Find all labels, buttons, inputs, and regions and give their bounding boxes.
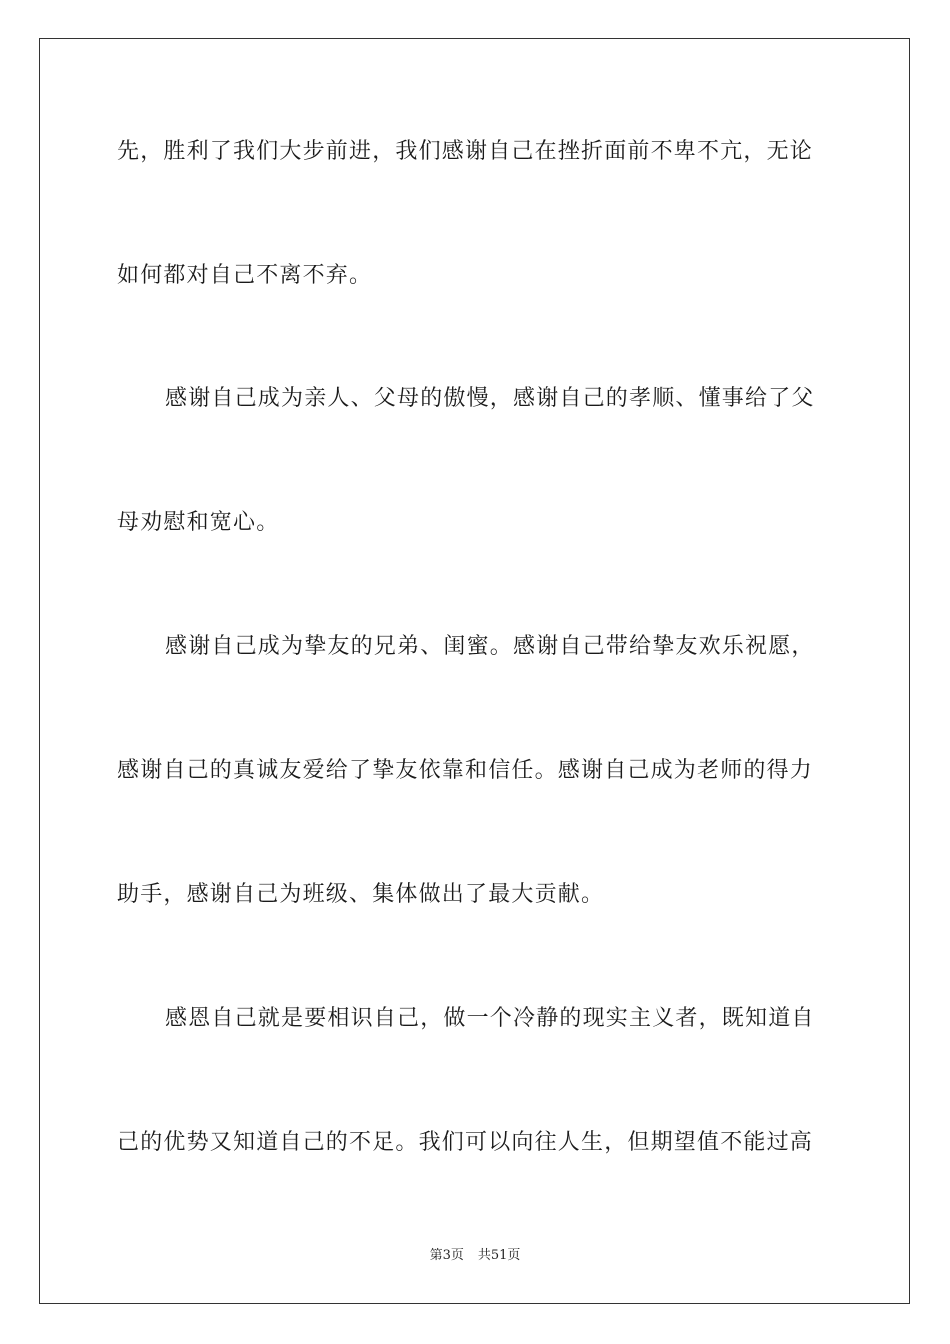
paragraph-first-line: 感恩自己就是要相识自己，做一个冷静的现实主义者，既知道自 [165, 1006, 815, 1031]
text-line: 母劝慰和宽心。 [117, 510, 280, 535]
page-number-total: 共51页 [477, 1248, 521, 1263]
paragraph-first-line: 感谢自己成为亲人、父母的傲慢，感谢自己的孝顺、懂事给了父 [165, 386, 815, 411]
page-footer [0, 1246, 950, 1266]
paragraph-first-line: 感谢自己成为挚友的兄弟、闺蜜。感谢自己带给挚友欢乐祝愿， [165, 634, 815, 659]
page-border [39, 38, 910, 1304]
text-line: 如何都对自己不离不弃。 [117, 263, 373, 288]
text-line: 己的优势又知道自己的不足。我们可以向往人生，但期望值不能过高 [117, 1130, 814, 1155]
page-number-current: 第3页 [429, 1248, 464, 1263]
text-line: 感谢自己的真诚友爱给了挚友依靠和信任。感谢自己成为老师的得力 [117, 758, 814, 783]
text-line: 先，胜利了我们大步前进，我们感谢自己在挫折面前不卑不亢，无论 [117, 139, 814, 164]
text-line: 助手，感谢自己为班级、集体做出了最大贡献。 [117, 882, 605, 907]
